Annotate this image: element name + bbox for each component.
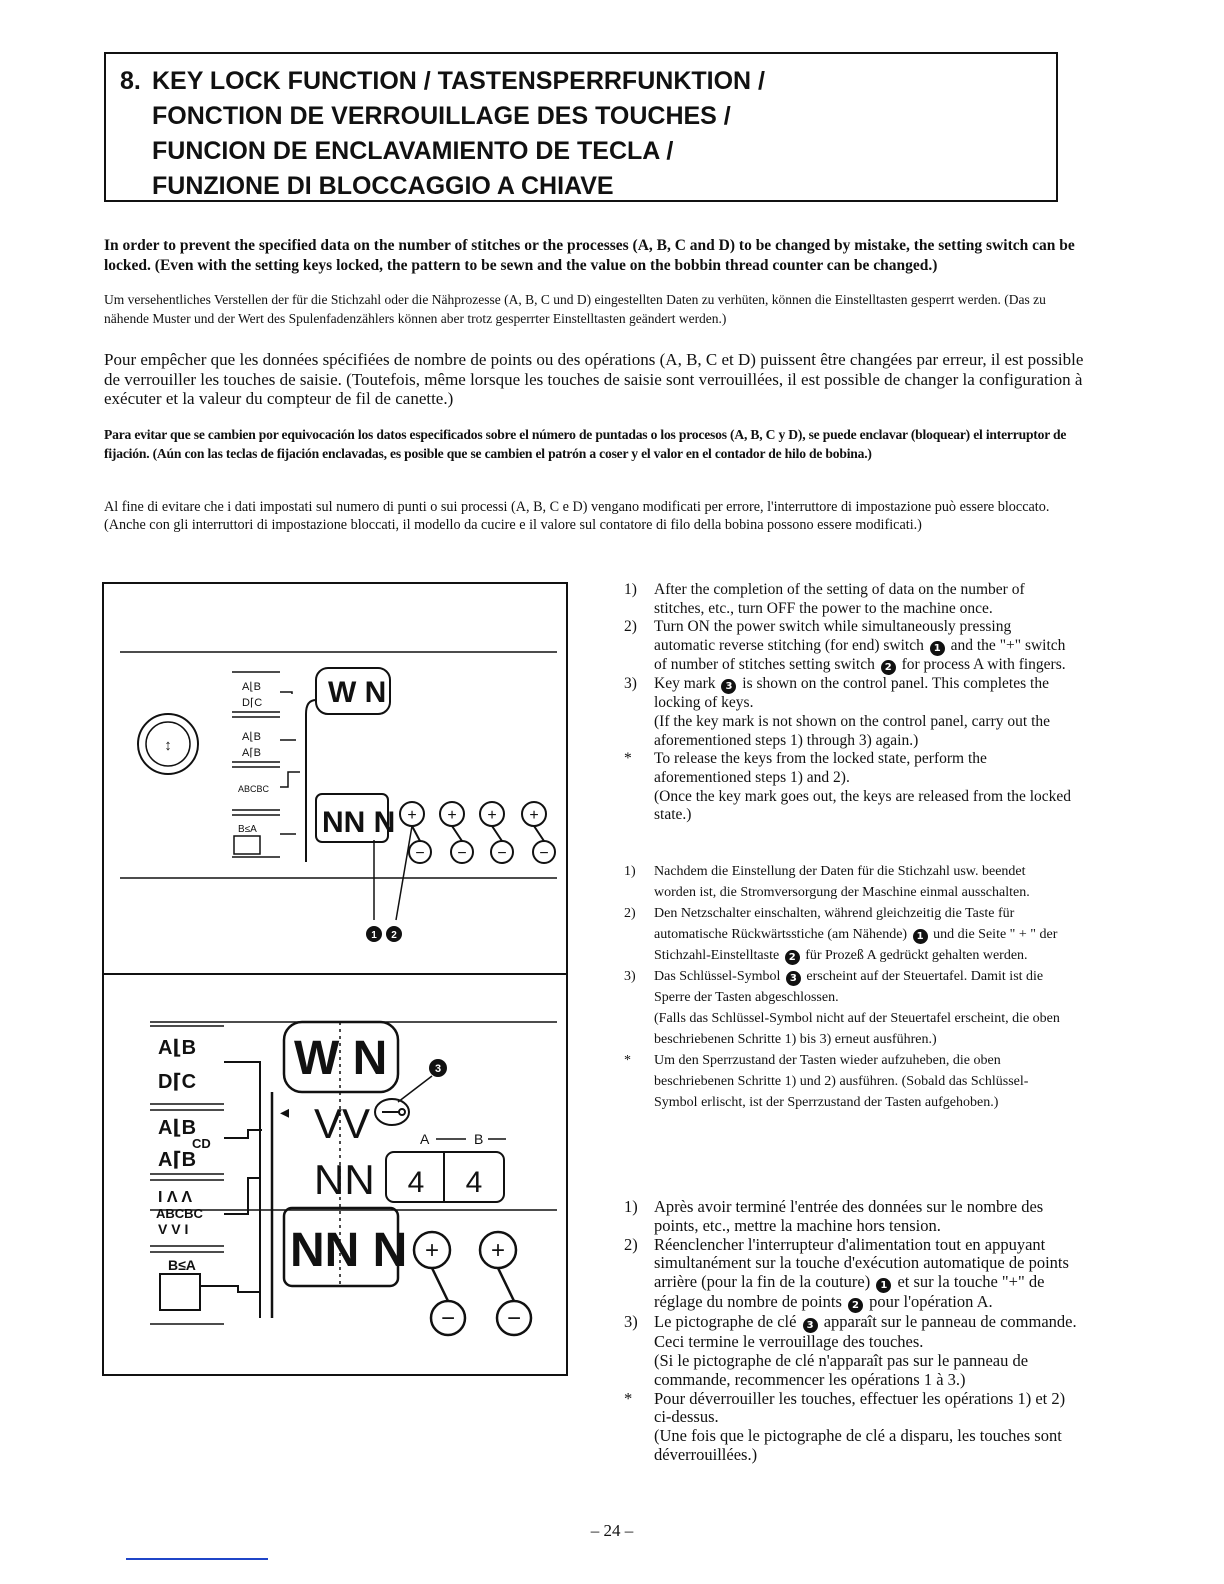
callout-2: 2 bbox=[391, 930, 397, 941]
lower-panel-detail-view bbox=[150, 1022, 557, 1335]
svg-text:B: B bbox=[474, 1131, 484, 1147]
section-number: 8. bbox=[120, 67, 141, 95]
svg-text:NN: NN bbox=[314, 1156, 375, 1203]
intro-german: Um versehentliches Verstellen der für die Stichzahl oder die Nähprozesse (A, B, C und D) eingestellten Daten zu verhüten, können die Einstelltasten gesperrt werden. (Das zu nähende Muster und der Wert des Spulenfadenzählers können aber trotz gesperrter Einstelltasten geändert werden.) bbox=[104, 292, 1046, 326]
note-en: * To release the keys from the locked state, perform the aforementioned steps 1) and 2). (Once the key mark goes out, the keys are released from the locked state.) bbox=[624, 750, 1072, 824]
title-english: KEY LOCK FUNCTION / TASTENSPERRFUNKTION / bbox=[152, 67, 765, 95]
svg-text:A: A bbox=[420, 1131, 430, 1147]
svg-text:+: + bbox=[407, 807, 417, 824]
svg-text:−: − bbox=[415, 845, 425, 862]
svg-text:D⌈C: D⌈C bbox=[158, 1071, 197, 1093]
svg-text:NN N: NN N bbox=[290, 1224, 408, 1277]
steps-english bbox=[624, 581, 1076, 825]
intro-english: In order to prevent the specified data on the number of stitches or the processes (A, B, C and D) to be changed by mistake, the setting switch can be locked. (Even with the setting keys locked, the pattern to be sewn and the value on the bobbin thread counter can be changed.) bbox=[104, 237, 1075, 274]
svg-text:ABCBC: ABCBC bbox=[156, 1206, 203, 1221]
svg-text:D⌈C: D⌈C bbox=[242, 697, 263, 709]
step-1-en: 1) After the completion of the setting of data on the number of stitches, etc., turn OFF the power to the machine once. bbox=[624, 581, 1025, 617]
svg-text:VV: VV bbox=[314, 1100, 371, 1147]
steps-french bbox=[624, 1198, 1082, 1465]
svg-text:↕: ↕ bbox=[164, 737, 172, 754]
svg-text:−: − bbox=[457, 845, 467, 862]
upper-panel-view bbox=[120, 652, 557, 942]
svg-text:CD: CD bbox=[192, 1136, 211, 1151]
callout-lines-1-2 bbox=[374, 826, 412, 920]
svg-text:−: − bbox=[440, 1305, 456, 1332]
process-selector-keys-small bbox=[232, 672, 300, 857]
plus-minus-keys-small bbox=[400, 802, 555, 863]
callout-3: 3 bbox=[434, 1063, 442, 1075]
svg-text:4: 4 bbox=[465, 1166, 483, 1199]
svg-text:W N: W N bbox=[294, 1032, 388, 1085]
svg-text:A⌈B: A⌈B bbox=[158, 1149, 197, 1171]
svg-text:B≤A: B≤A bbox=[238, 824, 257, 835]
intro-italian: Al fine di evitare che i dati impostati sul numero di punti o sui processi (A, B, C e D) vengano modificati per errore, l'interruttore di impostazione può essere bloccato. (Anche con gli interruttori di impostazione bloccati, il modello da cucire e il valore sul contatore di filo della bobina possono essere modificati.) bbox=[104, 499, 1050, 533]
svg-text:◂: ◂ bbox=[280, 1102, 290, 1122]
callout-markers-1-2 bbox=[366, 926, 402, 942]
title-line-1 bbox=[120, 64, 1056, 99]
svg-text:−: − bbox=[539, 845, 549, 862]
note-fr: * Pour déverrouiller les touches, effectuer les opérations 1) et 2) ci-dessus. (Une fois que le pictographe de clé a disparu, les touches sont déverrouillées.) bbox=[624, 1388, 1066, 1464]
callout-3-ref: 3 bbox=[721, 679, 736, 694]
title-french: FONCTION DE VERROUILLAGE DES TOUCHES / bbox=[152, 102, 731, 130]
bottom-rule bbox=[126, 1558, 268, 1560]
step-1-fr: 1) Après avoir terminé l'entrée des données sur le nombre des points, etc., mettre la machine hors tension. bbox=[624, 1197, 1044, 1235]
step-1-de: 1) Nachdem die Einstellung der Daten für die Stichzahl usw. beendet worden ist, die Stromversorgung der Maschine einmal ausschalten. bbox=[624, 864, 1030, 900]
callout-1: 1 bbox=[371, 930, 377, 941]
svg-text:A⌊B: A⌊B bbox=[242, 731, 261, 743]
svg-text:W N: W N bbox=[328, 676, 387, 709]
callout-1-ref: 1 bbox=[913, 929, 928, 944]
svg-text:A⌈B: A⌈B bbox=[242, 747, 261, 759]
reverse-stitch-switch-icon bbox=[138, 714, 198, 774]
step-2-en: 2) Turn ON the power switch while simultaneously pressing automatic reverse stitching (for end) switch 1 and the "+" switch of number of stitches setting switch 2 for process A with fingers. bbox=[624, 618, 1066, 674]
svg-text:V V I: V V I bbox=[158, 1221, 189, 1237]
plus-minus-keys-large bbox=[414, 1232, 531, 1335]
callout-1-ref: 1 bbox=[930, 641, 945, 656]
intro-spanish: Para evitar que se cambien por equivocación los datos especificados sobre el número de puntadas o los procesos (A, B, C y D), se puede enclavar (bloquear) el interruptor de fijación. (Aún con las teclas de fijación enclavadas, es posible que se cambien el patrón a coser y el valor en el contador de hilo de bobina.) bbox=[104, 427, 1067, 461]
control-panel-illustration bbox=[102, 582, 568, 1376]
steps-german bbox=[624, 861, 1068, 1113]
svg-text:+: + bbox=[529, 807, 539, 824]
callout-3-ref: 3 bbox=[786, 971, 801, 986]
svg-text:4: 4 bbox=[407, 1166, 425, 1199]
title-italian: FUNZIONE DI BLOCCAGGIO A CHIAVE bbox=[152, 172, 614, 200]
control-panel-diagram bbox=[102, 582, 568, 1376]
bobbin-counter-display bbox=[386, 1131, 506, 1202]
callout-2-ref: 2 bbox=[881, 660, 896, 675]
note-de: * Um den Sperrzustand der Tasten wieder aufzuheben, die oben beschriebenen Schritte 1) und 2) ausführen. (Sobald das Schlüssel-Symbol erlischt, ist der Sperrzustand der Tasten aufgehoben.) bbox=[624, 1053, 1029, 1110]
callout-1-ref: 1 bbox=[876, 1278, 891, 1293]
intro-french: Pour empêcher que les données spécifiées de nombre de points ou des opérations (A, B, C et D) puissent être changées par erreur, il est possible de verrouiller les touches de saisie. (Toutefois, même lorsque les touches de saisie sont verrouillées, il est possible de changer la configuration à exécuter et la valeur du compteur de fil de canette.) bbox=[104, 350, 1084, 408]
svg-text:+: + bbox=[424, 1237, 440, 1264]
step-3-de: 3) Das Schlüssel-Symbol 3 erscheint auf der Steuertafel. Damit ist die Sperre der Tasten abgeschlossen. (Falls das Schlüssel-Symbol nicht auf der Steuertafel erscheint, die oben beschriebenen Schritte 1) bis 3) erneut ausführen.) bbox=[624, 969, 1060, 1047]
callout-2-ref: 2 bbox=[785, 950, 800, 965]
svg-text:I Λ Λ: I Λ Λ bbox=[158, 1189, 193, 1206]
svg-text:A⌊B: A⌊B bbox=[158, 1037, 197, 1059]
svg-text:A⌊B: A⌊B bbox=[158, 1117, 197, 1139]
svg-text:+: + bbox=[490, 1237, 506, 1264]
process-selector-keys-large bbox=[150, 1026, 262, 1324]
svg-text:+: + bbox=[447, 807, 457, 824]
svg-text:B≤A: B≤A bbox=[168, 1257, 196, 1273]
callout-3-ref: 3 bbox=[803, 1318, 818, 1333]
svg-text:ABCBC: ABCBC bbox=[238, 784, 270, 794]
stitch-count-display-small bbox=[306, 668, 395, 862]
step-3-fr: 3) Le pictographe de clé 3 apparaît sur le panneau de commande. Ceci termine le verrouillage des touches. (Si le pictographe de clé n'apparaît pas sur le panneau de commande, recommencer les opérations 1 à 3.) bbox=[624, 1312, 1077, 1389]
svg-text:−: − bbox=[497, 845, 507, 862]
svg-text:−: − bbox=[506, 1305, 522, 1332]
page-number: – 24 – bbox=[590, 1521, 634, 1540]
title-spanish: FUNCION DE ENCLAVAMIENTO DE TECLA / bbox=[152, 137, 674, 165]
section-title-box bbox=[104, 52, 1058, 202]
callout-2-ref: 2 bbox=[848, 1298, 863, 1313]
step-3-en: 3) Key mark 3 is shown on the control panel. This completes the locking of keys. (If the key mark is not shown on the control panel, carry out the aforementioned steps 1) through 3) again.) bbox=[624, 675, 1050, 749]
svg-text:A⌊B: A⌊B bbox=[242, 681, 261, 693]
step-2-fr: 2) Réenclencher l'interrupteur d'alimentation tout en appuyant simultanément sur la touche d'exécution automatique de points arrière (pour la fin de la couture) 1 et sur la touche "+" de réglage du nombre de points 2 pour l'opération A. bbox=[624, 1234, 1069, 1312]
stitch-count-display-large bbox=[272, 1022, 407, 1318]
svg-text:+: + bbox=[487, 807, 497, 824]
svg-text:NN N: NN N bbox=[322, 806, 396, 839]
step-2-de: 2) Den Netzschalter einschalten, während gleichzeitig die Taste für automatische Rückwärtsstiche (am Nähende) 1 und die Seite " + " der Stichzahl-Einstelltaste 2 für Prozeß A gedrückt gehalten werden. bbox=[624, 906, 1058, 963]
